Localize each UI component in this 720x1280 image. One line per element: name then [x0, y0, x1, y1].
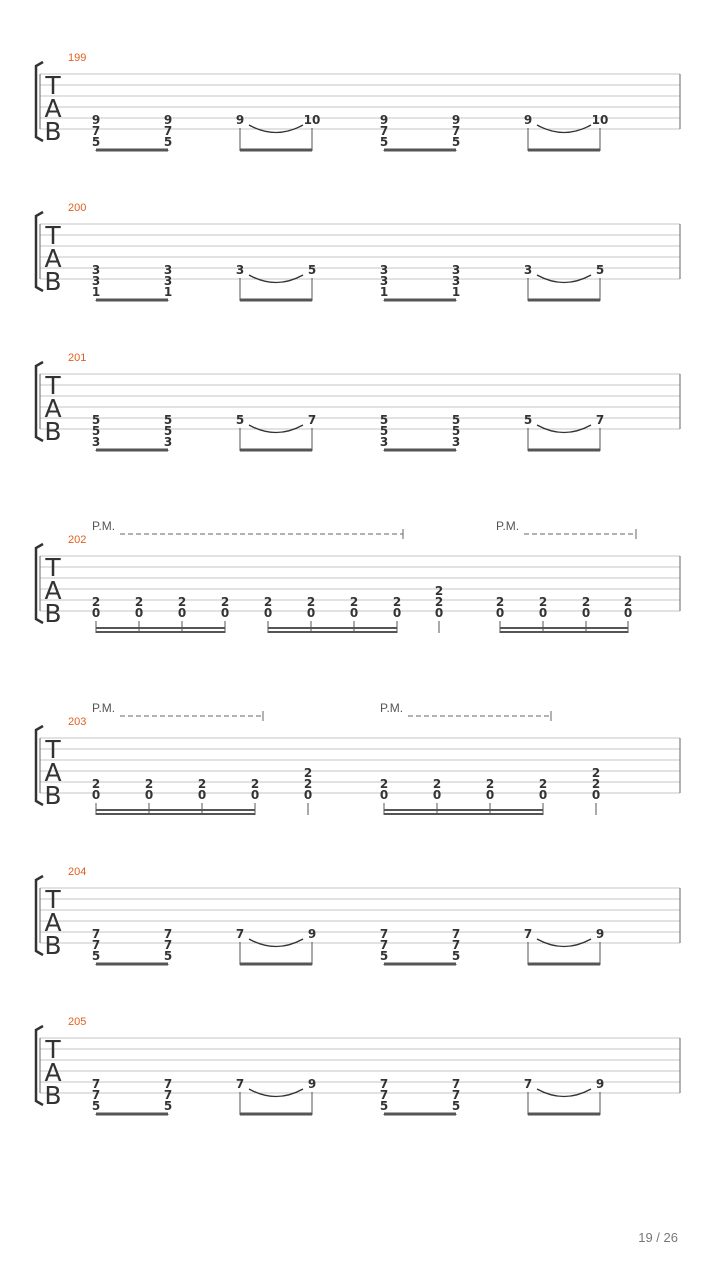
tab-clef-letter: B	[44, 1081, 62, 1110]
fret-number: 5	[91, 1099, 101, 1113]
tab-clef-letter: B	[44, 931, 62, 960]
fret-number: 7	[523, 927, 533, 941]
fret-number: 0	[392, 606, 402, 620]
fret-number: 0	[349, 606, 359, 620]
fret-number: 2	[306, 595, 316, 609]
fret-number: 7	[595, 413, 605, 427]
fret-number: 7	[91, 1088, 101, 1102]
fret-number: 7	[451, 1077, 461, 1091]
tab-clef-letter: A	[44, 1058, 62, 1087]
measure-number: 199	[68, 52, 87, 64]
fret-number: 2	[623, 595, 633, 609]
fret-number: 5	[91, 135, 101, 149]
tab-clef-letter: A	[44, 94, 62, 123]
fret-number: 3	[163, 274, 173, 288]
fret-number: 7	[379, 1088, 389, 1102]
fret-number: 2	[495, 595, 505, 609]
fret-number: 5	[379, 949, 389, 963]
fret-number: 7	[379, 927, 389, 941]
fret-number: 0	[591, 788, 601, 802]
fret-number: 2	[349, 595, 359, 609]
fret-number: 7	[451, 124, 461, 138]
fret-number: 2	[263, 595, 273, 609]
fret-number: 7	[163, 927, 173, 941]
tab-clef-letter: T	[45, 735, 61, 764]
fret-number: 2	[591, 777, 601, 791]
fret-number: 5	[163, 949, 173, 963]
fret-number: 3	[379, 274, 389, 288]
fret-number: 0	[432, 788, 442, 802]
fret-number: 2	[303, 777, 313, 791]
fret-number: 5	[379, 413, 389, 427]
fret-number: 2	[379, 777, 389, 791]
fret-number: 0	[623, 606, 633, 620]
fret-number: 5	[379, 135, 389, 149]
fret-number: 0	[306, 606, 316, 620]
fret-number: 3	[451, 274, 461, 288]
fret-number: 7	[235, 1077, 245, 1091]
tab-clef-letter: T	[45, 221, 61, 250]
fret-number: 9	[307, 1077, 317, 1091]
measure-number: 200	[68, 202, 87, 214]
palm-mute-label: P.M.	[380, 701, 404, 715]
measure-number: 202	[68, 534, 87, 546]
fret-number: 2	[434, 584, 444, 598]
tab-clef-letter: T	[45, 1035, 61, 1064]
fret-number: 0	[250, 788, 260, 802]
fret-number: 3	[379, 435, 389, 449]
fret-number: 0	[485, 788, 495, 802]
page-number: 19 / 26	[638, 1230, 678, 1245]
tab-clef-letter: B	[44, 599, 62, 628]
fret-number: 7	[379, 124, 389, 138]
fret-number: 1	[163, 285, 173, 299]
fret-number: 9	[163, 113, 173, 127]
fret-number: 2	[591, 766, 601, 780]
fret-number: 3	[451, 435, 461, 449]
tab-clef-letter: B	[44, 117, 62, 146]
fret-number: 2	[91, 595, 101, 609]
measure-202	[36, 519, 680, 633]
fret-number: 1	[451, 285, 461, 299]
fret-number: 2	[250, 777, 260, 791]
fret-number: 5	[523, 413, 533, 427]
fret-number: 2	[538, 595, 548, 609]
measure-number: 201	[68, 352, 87, 364]
fret-number: 3	[163, 263, 173, 277]
fret-number: 5	[91, 424, 101, 438]
fret-number: 9	[595, 927, 605, 941]
fret-number: 2	[581, 595, 591, 609]
tab-clef-letter: T	[45, 553, 61, 582]
measure-200	[36, 202, 680, 301]
fret-number: 5	[451, 413, 461, 427]
fret-number: 2	[144, 777, 154, 791]
fret-number: 5	[91, 949, 101, 963]
fret-number: 5	[307, 263, 317, 277]
fret-number: 0	[538, 788, 548, 802]
fret-number: 2	[303, 766, 313, 780]
fret-number: 3	[91, 435, 101, 449]
fret-number: 9	[451, 113, 461, 127]
fret-number: 7	[235, 927, 245, 941]
fret-number: 3	[235, 263, 245, 277]
fret-number: 0	[144, 788, 154, 802]
fret-number: 2	[432, 777, 442, 791]
fret-number: 0	[538, 606, 548, 620]
palm-mute-label: P.M.	[92, 701, 116, 715]
fret-number: 10	[591, 113, 609, 127]
fret-number: 7	[451, 927, 461, 941]
fret-number: 0	[91, 788, 101, 802]
measure-199	[36, 52, 680, 151]
fret-number: 9	[307, 927, 317, 941]
fret-number: 10	[303, 113, 321, 127]
fret-number: 7	[451, 938, 461, 952]
fret-number: 7	[91, 927, 101, 941]
tab-clef-letter: A	[44, 244, 62, 273]
fret-number: 2	[197, 777, 207, 791]
measure-number: 203	[68, 716, 87, 728]
fret-number: 9	[91, 113, 101, 127]
fret-number: 7	[163, 938, 173, 952]
fret-number: 5	[379, 1099, 389, 1113]
fret-number: 7	[163, 124, 173, 138]
fret-number: 3	[379, 263, 389, 277]
fret-number: 3	[523, 263, 533, 277]
fret-number: 2	[434, 595, 444, 609]
fret-number: 2	[91, 777, 101, 791]
fret-number: 5	[451, 1099, 461, 1113]
fret-number: 5	[163, 135, 173, 149]
fret-number: 0	[495, 606, 505, 620]
fret-number: 7	[379, 938, 389, 952]
fret-number: 7	[379, 1077, 389, 1091]
fret-number: 5	[91, 413, 101, 427]
tab-clef-letter: A	[44, 908, 62, 937]
fret-number: 0	[134, 606, 144, 620]
fret-number: 9	[595, 1077, 605, 1091]
fret-number: 0	[379, 788, 389, 802]
fret-number: 0	[434, 606, 444, 620]
fret-number: 0	[197, 788, 207, 802]
measure-201	[36, 352, 680, 451]
fret-number: 0	[220, 606, 230, 620]
fret-number: 5	[163, 1099, 173, 1113]
fret-number: 2	[134, 595, 144, 609]
fret-number: 7	[163, 1077, 173, 1091]
fret-number: 7	[91, 1077, 101, 1091]
measure-number: 205	[68, 1016, 87, 1028]
fret-number: 7	[451, 1088, 461, 1102]
tab-clef-letter: B	[44, 781, 62, 810]
palm-mute-label: P.M.	[496, 519, 520, 533]
fret-number: 0	[91, 606, 101, 620]
fret-number: 2	[177, 595, 187, 609]
fret-number: 3	[91, 274, 101, 288]
measure-204	[36, 866, 680, 965]
fret-number: 7	[307, 413, 317, 427]
fret-number: 5	[451, 424, 461, 438]
fret-number: 7	[523, 1077, 533, 1091]
tab-clef-letter: A	[44, 758, 62, 787]
fret-number: 2	[220, 595, 230, 609]
fret-number: 3	[91, 263, 101, 277]
measure-203	[36, 701, 680, 815]
fret-number: 2	[538, 777, 548, 791]
fret-number: 5	[163, 424, 173, 438]
fret-number: 0	[303, 788, 313, 802]
tab-clef-letter: A	[44, 394, 62, 423]
tab-clef-letter: T	[45, 885, 61, 914]
fret-number: 5	[235, 413, 245, 427]
measure-205	[36, 1016, 680, 1115]
fret-number: 1	[379, 285, 389, 299]
fret-number: 5	[379, 424, 389, 438]
fret-number: 5	[451, 949, 461, 963]
fret-number: 7	[91, 124, 101, 138]
fret-number: 7	[91, 938, 101, 952]
tab-clef-letter: A	[44, 576, 62, 605]
palm-mute-label: P.M.	[92, 519, 116, 533]
fret-number: 9	[235, 113, 245, 127]
tab-clef-letter: T	[45, 71, 61, 100]
fret-number: 9	[379, 113, 389, 127]
fret-number: 0	[263, 606, 273, 620]
tab-clef-letter: B	[44, 417, 62, 446]
measure-number: 204	[68, 866, 87, 878]
fret-number: 5	[595, 263, 605, 277]
tab-clef-letter: T	[45, 371, 61, 400]
fret-number: 5	[163, 413, 173, 427]
fret-number: 5	[451, 135, 461, 149]
fret-number: 0	[581, 606, 591, 620]
fret-number: 3	[163, 435, 173, 449]
fret-number: 3	[451, 263, 461, 277]
fret-number: 2	[392, 595, 402, 609]
fret-number: 9	[523, 113, 533, 127]
tab-clef-letter: B	[44, 267, 62, 296]
fret-number: 2	[485, 777, 495, 791]
fret-number: 7	[163, 1088, 173, 1102]
fret-number: 1	[91, 285, 101, 299]
fret-number: 0	[177, 606, 187, 620]
